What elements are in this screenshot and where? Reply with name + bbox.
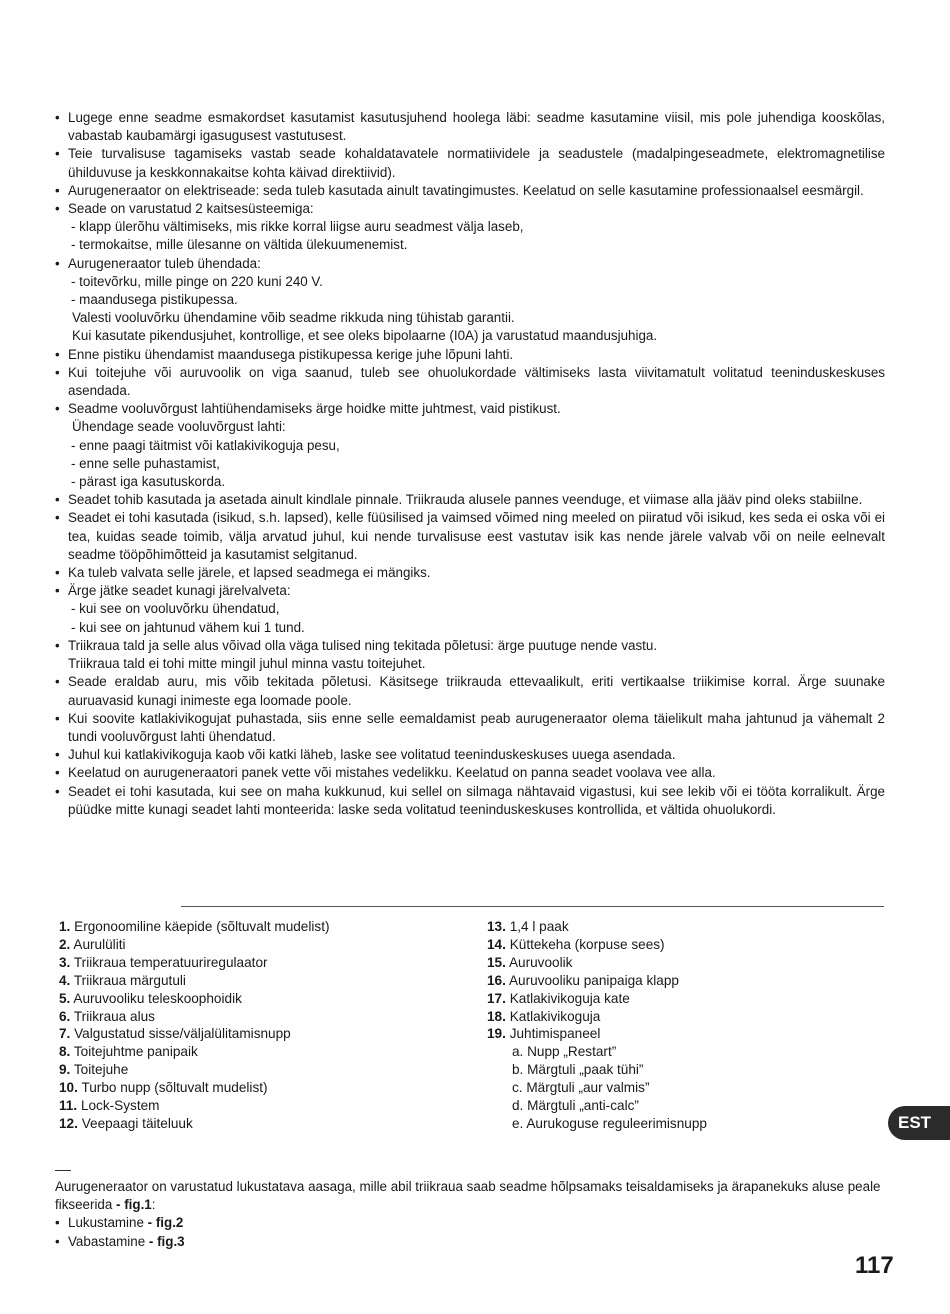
figure-ref: - fig.2 bbox=[147, 1215, 184, 1231]
lock-item: • Lukustamine - fig.2 bbox=[55, 1214, 885, 1232]
part-item: 4. Triikraua märgutuli bbox=[59, 972, 186, 988]
part-item: 18. Katlakivikoguja bbox=[487, 1008, 601, 1024]
safety-item: • Kui soovite katlakivikogujat puhastada, siis enne selle eemaldamist peab aurugeneraator olema täielikult maha jahtunud ja vähemalt 2 tundi vooluvõrgust lahti ühendatud. bbox=[55, 710, 885, 746]
part-item: 11. Lock-System bbox=[59, 1098, 160, 1114]
safety-item: • Aurugeneraator on elektriseade: seda tuleb kasutada ainult tavatingimustes. Keelatud on selle kasutamine professionaalsel eesmärgil. bbox=[55, 182, 885, 200]
safety-item: • Seade eraldab auru, mis võib tekitada põletusi. Käsitsege triikrauda ettevaalikult, eriti vertikaalse triikimise korral. Ärge suunake auruavasid kunagi inimeste ega loomade poole. bbox=[55, 673, 885, 709]
part-item: 9. Toitejuhe bbox=[59, 1062, 129, 1078]
part-item: 7. Valgustatud sisse/väljalülitamisnupp bbox=[59, 1026, 291, 1042]
language-tab: EST bbox=[888, 1106, 950, 1140]
safety-instructions bbox=[55, 109, 885, 819]
lock-system-section bbox=[55, 1178, 885, 1251]
safety-item: • Triikraua tald ja selle alus võivad olla väga tulised ning tekitada põletusi: ärge puutuge nende vastu. bbox=[55, 637, 885, 655]
safety-subitem: Kui kasutate pikendusjuhet, kontrollige, et see oleks bipolaarne (I0A) ja varustatud maandusjuhiga. bbox=[72, 328, 658, 344]
safety-subitem: - klapp ülerõhu vältimiseks, mis rikke korral liigse auru seadmest välja laseb, bbox=[71, 219, 524, 235]
part-item: 15. Auruvoolik bbox=[487, 954, 573, 970]
safety-item: • Enne pistiku ühendamist maandusega pistikupessa kerige juhe lõpuni lahti. bbox=[55, 346, 885, 364]
section-marker bbox=[55, 1170, 71, 1171]
safety-subitem: - kui see on vooluvõrku ühendatud, bbox=[71, 601, 280, 617]
panel-subitem: d. Märgtuli „anti-calc” bbox=[512, 1098, 639, 1114]
safety-item: • Juhul kui katlakivikoguja kaob või katki läheb, laske see volitatud teeninduskeskuses uuega asendada. bbox=[55, 746, 885, 764]
safety-item: • Seadet ei tohi kasutada, kui see on maha kukkunud, kui sellel on silmaga nähtavaid vigastusi, kui see lekib või ei tööta korralikult. Ärge püüdke mitte kunagi seadet lahti monteerida: laske seda volitatud teeninduskeskuses kontrollida, et vältida ohuolukordi. bbox=[55, 783, 885, 819]
panel-subitem: a. Nupp „Restart” bbox=[512, 1044, 617, 1060]
safety-item: • Teie turvalisuse tagamiseks vastab seade kohaldatavatele normatiividele ja seadustele (madalpingeseadmete, elektromagnetilise ühilduvuse ja keskkonnakaitse kohta käivad direktiivid). bbox=[55, 145, 885, 181]
safety-subitem: Ühendage seade vooluvõrgust lahti: bbox=[72, 419, 286, 435]
safety-subitem: Valesti vooluvõrku ühendamine võib seadme rikkuda ning tühistab garantii. bbox=[72, 310, 515, 326]
panel-subitem: b. Märgtuli „paak tühi” bbox=[512, 1062, 644, 1078]
part-item: 6. Triikraua alus bbox=[59, 1008, 155, 1024]
safety-subitem: - enne paagi täitmist või katlakivikoguja pesu, bbox=[71, 437, 340, 453]
part-item: 10. Turbo nupp (sõltuvalt mudelist) bbox=[59, 1080, 268, 1096]
part-item: 19. Juhtimispaneel bbox=[487, 1026, 601, 1042]
safety-subitem: - pärast iga kasutuskorda. bbox=[71, 474, 226, 490]
safety-item: • Ärge jätke seadet kunagi järelvalveta: bbox=[55, 582, 885, 600]
lock-item: • Vabastamine - fig.3 bbox=[55, 1233, 885, 1251]
safety-subitem: - maandusega pistikupessa. bbox=[71, 292, 238, 308]
panel-subitem: c. Märgtuli „aur valmis” bbox=[512, 1080, 650, 1096]
safety-continuation: Triikraua tald ei tohi mitte mingil juhul minna vastu toitejuhet. bbox=[68, 656, 426, 672]
figure-ref: - fig.3 bbox=[148, 1233, 185, 1249]
part-item: 2. Aurulüliti bbox=[59, 936, 126, 952]
part-item: 17. Katlakivikoguja kate bbox=[487, 990, 630, 1006]
figure-ref: - fig.1 bbox=[116, 1197, 152, 1213]
safety-item: • Seadme vooluvõrgust lahtiühendamiseks ärge hoidke mitte juhtmest, vaid pistikust. bbox=[55, 400, 885, 418]
safety-item: • Kui toitejuhe või auruvoolik on viga saanud, tuleb see ohuolukordade vältimiseks lasta viivitamatult volitatud teeninduskeskuses asendada. bbox=[55, 364, 885, 400]
part-item: 1. Ergonoomiline käepide (sõltuvalt mudelist) bbox=[59, 919, 330, 934]
safety-item: • Lugege enne seadme esmakordset kasutamist kasutusjuhend hoolega läbi: seadme kasutamine viisil, mis pole juhendiga kooskõlas, vabastab kaubamärgi igasugusest vastutusest. bbox=[55, 109, 885, 145]
safety-item: • Seade on varustatud 2 kaitsesüsteemiga: bbox=[55, 200, 885, 218]
part-item: 8. Toitejuhtme panipaik bbox=[59, 1044, 198, 1060]
safety-item: • Seadet tohib kasutada ja asetada ainult kindlale pinnale. Triikrauda alusele pannes veenduge, et viimase alla jääv pind oleks stabiilne. bbox=[55, 491, 885, 509]
safety-subitem: - enne selle puhastamist, bbox=[71, 455, 220, 471]
safety-item: • Seadet ei tohi kasutada (isikud, s.h. lapsed), kelle füüsilised ja vaimsed võimed ning meeled on piiratud või isikud, kes seda ei oska või ei tea, kuidas seade toimib, välja arvatud juhul, kui nende turvalisuse eest vastutav isik kas nende järele valvab või on neile eelnevalt seadme tööpõhimõtteid ja kasutamist selgitanud. bbox=[55, 509, 885, 564]
section-divider bbox=[181, 906, 884, 907]
part-item: 13. 1,4 l paak bbox=[487, 919, 569, 934]
safety-subitem: - toitevõrku, mille pinge on 220 kuni 240 V. bbox=[71, 273, 323, 289]
part-item: 3. Triikraua temperatuuriregulaator bbox=[59, 954, 268, 970]
safety-item: • Ka tuleb valvata selle järele, et lapsed seadmega ei mängiks. bbox=[55, 564, 885, 582]
lock-description: Aurugeneraator on varustatud lukustatava aasaga, mille abil triikraua saab seadme hõlpsamaks teisaldamiseks ja ärapanekuks aluse peale fikseerida - fig.1: bbox=[55, 1179, 881, 1213]
part-item: 5. Auruvooliku teleskoophoidik bbox=[59, 990, 242, 1006]
part-item: 12. Veepaagi täiteluuk bbox=[59, 1115, 193, 1131]
safety-item: • Keelatud on aurugeneraatori panek vette või mistahes vedelikku. Keelatud on panna seadet voolava vee alla. bbox=[55, 764, 885, 782]
panel-subitem: e. Aurukoguse reguleerimisnupp bbox=[512, 1115, 707, 1131]
part-item: 14. Küttekeha (korpuse sees) bbox=[487, 936, 665, 952]
part-item: 16. Auruvooliku panipaiga klapp bbox=[487, 972, 679, 988]
page-number: 117 bbox=[855, 1252, 894, 1279]
safety-subitem: - termokaitse, mille ülesanne on vältida ülekuumenemist. bbox=[71, 237, 408, 253]
safety-subitem: - kui see on jahtunud vähem kui 1 tund. bbox=[71, 619, 305, 635]
parts-list-left bbox=[59, 918, 459, 1133]
safety-item: • Aurugeneraator tuleb ühendada: bbox=[55, 255, 885, 273]
parts-list-right bbox=[487, 918, 867, 1133]
